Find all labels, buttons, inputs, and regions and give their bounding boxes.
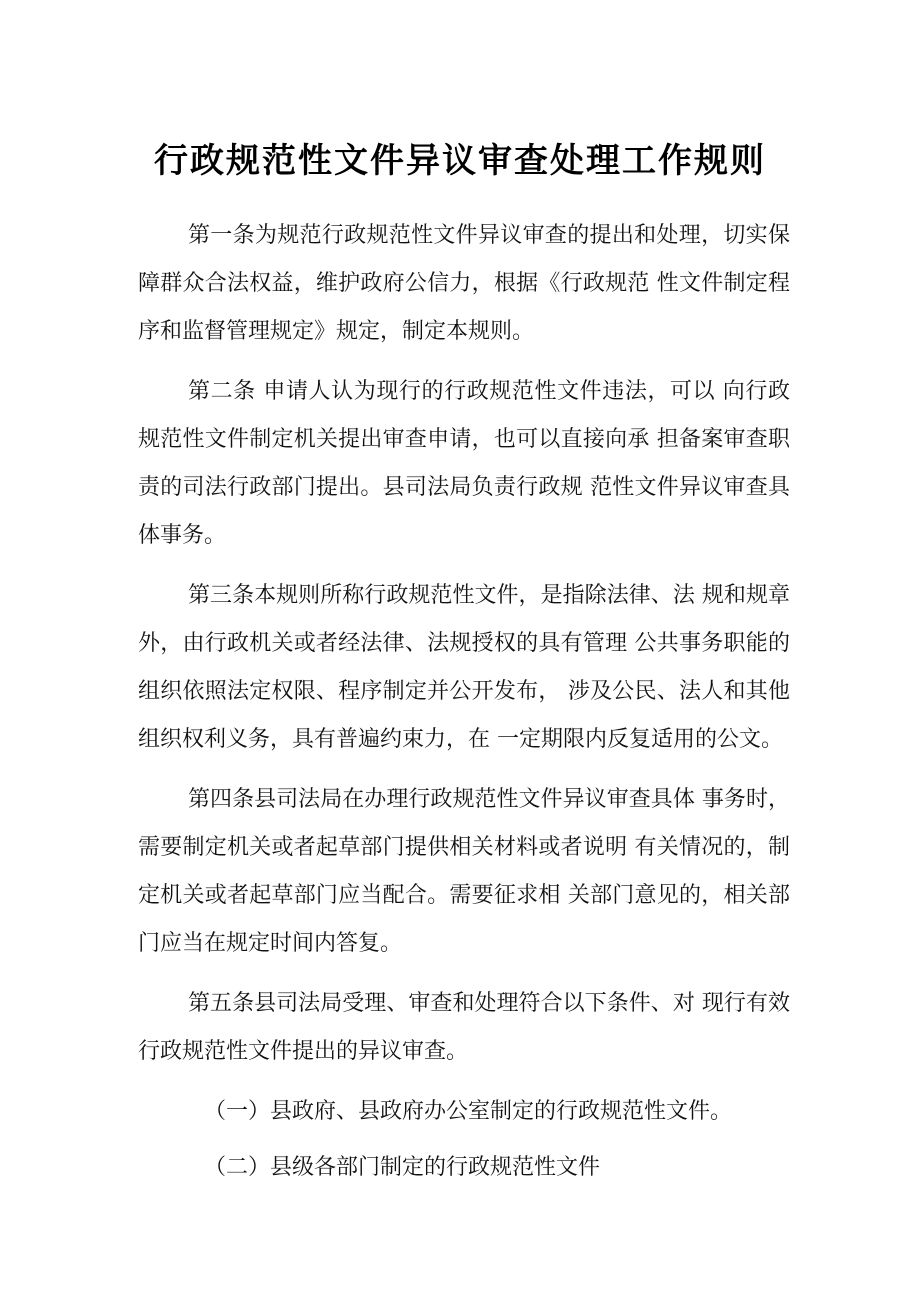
document-title: 行政规范性文件异议审查处理工作规则 xyxy=(154,141,766,181)
article-2: 第二条 申请人认为现行的行政规范性文件违法，可以 向行政规范性文件制定机关提出审查申请，也可以直接向承 担备案审查职责的司法行政部门提出。县司法局负责行政规 范性文件异议审查具体事务。 xyxy=(138,379,790,548)
list-item-1: （一）县政府、县政府办公室制定的行政规范性文件。 xyxy=(204,1099,733,1124)
article-3: 第三条本规则所称行政规范性文件，是指除法律、法 规和规章外，由行政机关或者经法律、法规授权的具有管理 公共事务职能的组织依照法定权限、程序制定并公开发布， 涉及公民、法人和其他组织权利义务，具有普遍约束力，在 一定期限内反复适用的公文。 xyxy=(138,583,790,752)
article-4: 第四条县司法局在办理行政规范性文件异议审查具体 事务时，需要制定机关或者起草部门提供相关材料或者说明 有关情况的，制定机关或者起草部门应当配合。需要征求相 关部门意见的，相关部门应当在规定时间内答复。 xyxy=(138,787,790,956)
article-1: 第一条为规范行政规范性文件异议审查的提出和处理，切实保障群众合法权益，维护政府公信力，根据《行政规范 性文件制定程序和监督管理规定》规定，制定本规则。 xyxy=(138,223,790,344)
list-item-2: （二）县级各部门制定的行政规范性文件 xyxy=(204,1155,601,1180)
document-body xyxy=(138,212,790,1200)
article-5: 第五条县司法局受理、审查和处理符合以下条件、对 现行有效行政规范性文件提出的异议审查。 xyxy=(138,991,790,1064)
